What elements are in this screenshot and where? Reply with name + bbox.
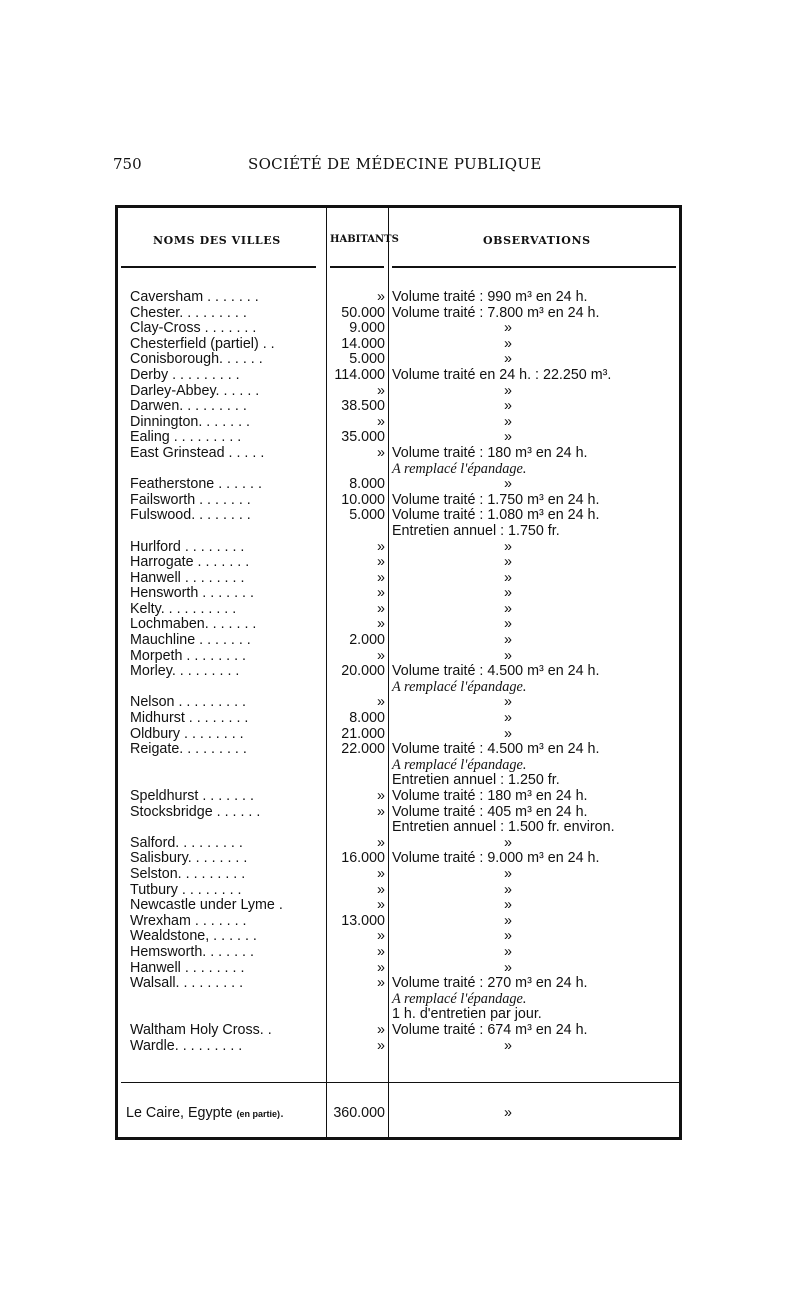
observation-line: » xyxy=(504,725,512,742)
observation-cell xyxy=(392,836,679,852)
table-row xyxy=(118,836,679,852)
observation-cell xyxy=(392,352,679,368)
city-name: Reigate. . . . . . . . . xyxy=(130,742,247,758)
city-name: Conisborough. . . . . . xyxy=(130,352,263,368)
table-row xyxy=(118,695,679,711)
population-cell: 13.000 xyxy=(341,912,385,929)
city-name: East Grinstead . . . . . xyxy=(130,445,265,461)
observation-line: » xyxy=(504,335,512,352)
city-name: Dinnington. . . . . . . xyxy=(130,414,250,430)
table-row xyxy=(118,711,679,727)
observation-line: » xyxy=(504,834,512,851)
observation-cell xyxy=(392,415,679,431)
table-row xyxy=(118,851,679,867)
city-name: Walsall. . . . . . . . . xyxy=(130,976,244,992)
population-cell: 8.000 xyxy=(349,476,385,493)
observation-line: Volume traité en 24 h. : 22.250 m³. xyxy=(392,366,612,383)
observation-cell xyxy=(392,446,679,477)
observation-line: Volume traité : 4.500 m³ en 24 h. xyxy=(392,663,600,680)
observation-cell xyxy=(392,430,679,446)
population-cell: » xyxy=(377,382,385,399)
city-name: Wardle. . . . . . . . . xyxy=(130,1038,243,1054)
population-cell: » xyxy=(377,616,385,633)
observation-cell xyxy=(392,508,679,539)
population-cell: » xyxy=(377,803,385,820)
observation-line: Entretien annuel : 1.750 fr. xyxy=(392,522,560,539)
observation-line: Volume traité : 9.000 m³ en 24 h. xyxy=(392,850,600,867)
observation-cell xyxy=(392,945,679,961)
population-cell: » xyxy=(377,865,385,882)
observation-line: » xyxy=(504,429,512,446)
observation-line: » xyxy=(504,320,512,337)
table-row xyxy=(118,571,679,587)
table-row xyxy=(118,586,679,602)
city-name: Chester. . . . . . . . . xyxy=(130,305,247,321)
observation-cell xyxy=(392,321,679,337)
header-rule xyxy=(392,266,676,268)
population-cell: » xyxy=(377,538,385,555)
observation-line: » xyxy=(504,1037,512,1054)
table-row xyxy=(118,961,679,977)
city-name: Derby . . . . . . . . . xyxy=(130,367,240,383)
population-cell: 360.000 xyxy=(333,1105,385,1121)
population-cell: » xyxy=(377,1021,385,1038)
table-row xyxy=(118,430,679,446)
population-cell: 22.000 xyxy=(341,741,385,758)
population-cell: » xyxy=(377,694,385,711)
population-cell: 5.000 xyxy=(349,351,385,368)
observation-line: Entretien annuel : 1.250 fr. xyxy=(392,772,560,789)
footer-rule xyxy=(121,1082,679,1083)
population-cell: 20.000 xyxy=(341,663,385,680)
table-row xyxy=(118,352,679,368)
city-name: Stocksbridge . . . . . . xyxy=(130,804,261,820)
population-cell: 21.000 xyxy=(341,725,385,742)
city-name: Newcastle under Lyme . xyxy=(130,898,283,914)
population-cell: » xyxy=(377,1037,385,1054)
observation-line: Volume traité : 180 m³ en 24 h. xyxy=(392,788,588,804)
city-name: Hanwell . . . . . . . . xyxy=(130,570,245,586)
city-name: Featherstone . . . . . . xyxy=(130,477,262,493)
city-name: Clay-Cross . . . . . . . xyxy=(130,321,257,337)
observation-line: » xyxy=(504,881,512,898)
observation-line: » xyxy=(504,928,512,945)
observation-cell xyxy=(392,290,679,306)
table-row xyxy=(118,446,679,477)
observation-cell xyxy=(392,493,679,509)
observation-line: » xyxy=(504,569,512,586)
observation-cell xyxy=(392,368,679,384)
observation-cell xyxy=(392,742,679,789)
observation-line: » xyxy=(504,538,512,555)
observation-cell xyxy=(392,867,679,883)
city-name: Ealing . . . . . . . . . xyxy=(130,430,242,446)
population-cell: 38.500 xyxy=(341,398,385,415)
table-row xyxy=(118,321,679,337)
table-row xyxy=(118,727,679,743)
header-rule xyxy=(121,266,316,268)
city-name: Morpeth . . . . . . . . xyxy=(130,648,247,664)
observation-line: » xyxy=(504,632,512,649)
population-cell: » xyxy=(377,585,385,602)
population-cell: 5.000 xyxy=(349,507,385,524)
observation-line: Volume traité : 4.500 m³ en 24 h. xyxy=(392,741,600,758)
population-cell: » xyxy=(377,600,385,617)
city-name: Salisbury. . . . . . . . xyxy=(130,851,248,867)
observation-line: Volume traité : 7.800 m³ en 24 h. xyxy=(392,304,600,321)
city-name: Failsworth . . . . . . . xyxy=(130,492,251,508)
table-row xyxy=(118,508,679,539)
population-cell: 9.000 xyxy=(349,320,385,337)
observation-line: » xyxy=(504,398,512,415)
observation-line: Entretien annuel : 1.500 fr. environ. xyxy=(392,819,615,836)
table-row xyxy=(118,290,679,306)
observation-line: Volume traité : 270 m³ en 24 h. xyxy=(392,975,588,992)
observation-cell xyxy=(392,789,679,805)
city-name: Midhurst . . . . . . . . xyxy=(130,711,249,727)
observation-line: Volume traité : 1.750 m³ en 24 h. xyxy=(392,491,600,508)
population-cell: » xyxy=(377,444,385,461)
header-rule xyxy=(330,266,384,268)
table-row xyxy=(118,789,679,805)
observation-line: » xyxy=(504,382,512,399)
table-row xyxy=(118,649,679,665)
city-name: Oldbury . . . . . . . . xyxy=(130,726,244,742)
population-cell: » xyxy=(377,834,385,851)
running-title: SOCIÉTÉ DE MÉDECINE PUBLIQUE xyxy=(248,155,542,173)
population-cell: » xyxy=(377,647,385,664)
table-row xyxy=(118,368,679,384)
observation-line: » xyxy=(504,476,512,493)
observation-line: » xyxy=(504,710,512,727)
observation-cell xyxy=(392,883,679,899)
observation-line: » xyxy=(504,351,512,368)
table-row xyxy=(118,633,679,649)
population-cell: » xyxy=(377,413,385,430)
city-name: Hurlford . . . . . . . . xyxy=(130,539,245,555)
observation-line: » xyxy=(504,600,512,617)
observation-cell xyxy=(392,337,679,353)
observation-line: 1 h. d'entretien par jour. xyxy=(392,1006,542,1023)
population-cell: 10.000 xyxy=(341,491,385,508)
population-cell: » xyxy=(377,943,385,960)
population-cell: » xyxy=(377,928,385,945)
observation-cell xyxy=(392,664,679,695)
observation-line: A remplacé l'épandage. xyxy=(392,460,527,477)
page-number: 750 xyxy=(113,155,142,173)
table-row xyxy=(118,1023,679,1039)
observation-cell xyxy=(392,727,679,743)
observation-cell xyxy=(392,602,679,618)
table-body xyxy=(118,290,679,1054)
table-row xyxy=(118,898,679,914)
observation-line: Volume traité : 1.080 m³ en 24 h. xyxy=(392,507,600,524)
city-name: Darley-Abbey. . . . . . xyxy=(130,383,260,399)
observation-line: » xyxy=(504,554,512,571)
observation-cell xyxy=(392,617,679,633)
table-row xyxy=(118,399,679,415)
table-row xyxy=(118,540,679,556)
city-name-note: (en partie) xyxy=(236,1109,280,1119)
city-name: Hanwell . . . . . . . . xyxy=(130,960,245,976)
city-name: Kelty. . . . . . . . . . xyxy=(130,601,237,617)
city-name: Le Caire, Egypte (en partie). xyxy=(126,1105,284,1121)
observation-cell xyxy=(392,711,679,727)
population-cell: » xyxy=(377,881,385,898)
observation-cell xyxy=(392,976,679,1023)
table-row xyxy=(118,929,679,945)
table-row xyxy=(118,945,679,961)
population-cell: » xyxy=(377,788,385,804)
population-cell: 16.000 xyxy=(341,850,385,867)
table-row xyxy=(118,867,679,883)
city-name: Morley. . . . . . . . . xyxy=(130,664,240,680)
city-name: Harrogate . . . . . . . xyxy=(130,555,250,571)
city-name: Speldhurst . . . . . . . xyxy=(130,789,254,804)
observation-cell xyxy=(392,695,679,711)
table-row xyxy=(118,1039,679,1055)
observation-cell xyxy=(392,633,679,649)
observation-line: A remplacé l'épandage. xyxy=(392,756,527,773)
city-name: Hemsworth. . . . . . . xyxy=(130,944,254,960)
population-cell: 14.000 xyxy=(341,335,385,352)
observation-cell xyxy=(392,540,679,556)
city-name: Fulswood. . . . . . . . xyxy=(130,508,251,524)
table-row xyxy=(118,664,679,695)
observation-cell xyxy=(392,555,679,571)
population-cell: » xyxy=(377,289,385,305)
city-name: Mauchline . . . . . . . xyxy=(130,633,251,649)
observation-cell xyxy=(392,384,679,400)
population-cell: » xyxy=(377,959,385,976)
observation-cell xyxy=(392,399,679,415)
city-name: Selston. . . . . . . . . xyxy=(130,866,246,882)
observation-cell xyxy=(392,1039,679,1055)
population-cell: » xyxy=(377,975,385,992)
city-name: Wealdstone, . . . . . . xyxy=(130,929,257,945)
observation-line: Volume traité : 405 m³ en 24 h. xyxy=(392,803,588,820)
population-cell: 2.000 xyxy=(349,632,385,649)
city-name: Chesterfield (partiel) . . xyxy=(130,336,275,352)
observation-line: A remplacé l'épandage. xyxy=(392,990,527,1007)
observation-cell xyxy=(392,961,679,977)
table-row xyxy=(118,555,679,571)
city-name: Caversham . . . . . . . xyxy=(130,290,259,305)
population-cell: 8.000 xyxy=(349,710,385,727)
population-cell: 114.000 xyxy=(334,366,385,383)
table-row xyxy=(118,306,679,322)
population-cell: 50.000 xyxy=(341,304,385,321)
observation-line: » xyxy=(504,585,512,602)
observation-line: » xyxy=(504,943,512,960)
observation-cell xyxy=(392,477,679,493)
population-cell: » xyxy=(377,569,385,586)
observation-line: A remplacé l'épandage. xyxy=(392,678,527,695)
city-name: Lochmaben. . . . . . . xyxy=(130,617,257,633)
table-row xyxy=(118,415,679,431)
observation-cell: » xyxy=(504,1105,512,1121)
column-header-villes: NOMS DES VILLES xyxy=(153,234,281,247)
table-row xyxy=(118,914,679,930)
table-row xyxy=(118,805,679,836)
observation-line: Volume traité : 180 m³ en 24 h. xyxy=(392,444,588,461)
city-name: Salford. . . . . . . . . xyxy=(130,835,243,851)
observation-cell xyxy=(392,586,679,602)
table-row xyxy=(118,602,679,618)
table-row xyxy=(118,337,679,353)
observation-cell xyxy=(392,851,679,867)
observation-line: » xyxy=(504,897,512,914)
column-header-observations: OBSERVATIONS xyxy=(483,234,591,247)
observation-cell xyxy=(392,306,679,322)
observation-cell xyxy=(392,805,679,836)
city-name: Tutbury . . . . . . . . xyxy=(130,882,242,898)
observation-line: » xyxy=(504,865,512,882)
observation-line: » xyxy=(504,647,512,664)
observation-line: » xyxy=(504,694,512,711)
observation-line: » xyxy=(504,912,512,929)
observation-cell xyxy=(392,649,679,665)
column-header-habitants: HABITANTS xyxy=(330,234,399,245)
observation-line: Volume traité : 674 m³ en 24 h. xyxy=(392,1021,588,1038)
observation-line: » xyxy=(504,616,512,633)
table-row xyxy=(118,976,679,1023)
city-name: Nelson . . . . . . . . . xyxy=(130,695,247,711)
table-row xyxy=(118,384,679,400)
population-cell: » xyxy=(377,897,385,914)
observation-cell xyxy=(392,571,679,587)
population-cell: » xyxy=(377,554,385,571)
observation-cell xyxy=(392,1023,679,1039)
observation-cell xyxy=(392,898,679,914)
table-row xyxy=(118,617,679,633)
observation-cell xyxy=(392,929,679,945)
table-row xyxy=(118,477,679,493)
observation-cell xyxy=(392,914,679,930)
page-header xyxy=(113,155,543,177)
table-row xyxy=(118,493,679,509)
observation-line: Volume traité : 990 m³ en 24 h. xyxy=(392,289,588,305)
table-row xyxy=(118,742,679,789)
city-name: Wrexham . . . . . . . xyxy=(130,913,247,929)
population-cell: 35.000 xyxy=(341,429,385,446)
observation-line: » xyxy=(504,413,512,430)
cities-table xyxy=(115,205,682,1140)
city-name: Darwen. . . . . . . . . xyxy=(130,399,247,415)
city-name: Hensworth . . . . . . . xyxy=(130,586,254,602)
city-name: Waltham Holy Cross. . xyxy=(130,1022,272,1038)
table-row xyxy=(118,883,679,899)
observation-line: » xyxy=(504,959,512,976)
